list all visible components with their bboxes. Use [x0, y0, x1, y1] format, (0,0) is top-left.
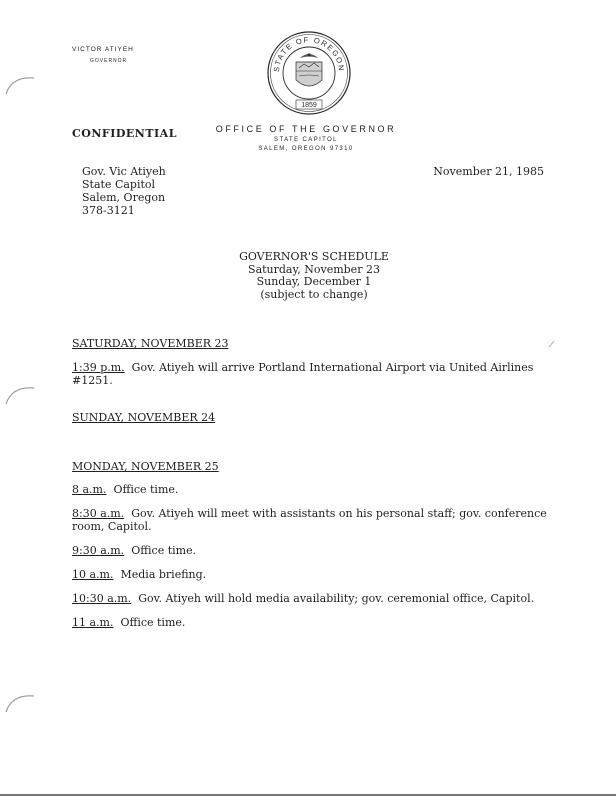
schedule-heading [224, 251, 404, 301]
schedule-entry [72, 507, 562, 533]
entry-text: Gov. Atiyeh will arrive Portland International Airport via United Airlines #1251. [72, 361, 534, 387]
entry-time: 10:30 a.m. [72, 592, 132, 605]
schedule-entry [72, 483, 562, 496]
governor-name: VICTOR ATIYEH [72, 46, 134, 53]
entry-time: 10 a.m. [72, 568, 114, 581]
entry-text: Media briefing. [120, 568, 207, 581]
entry-text: Office time. [113, 483, 179, 496]
office-header [208, 124, 404, 152]
entry-time: 11 a.m. [72, 616, 114, 629]
entry-text: Gov. Atiyeh will meet with assistants on his personal staff; gov. conference room, Capitol. [72, 507, 547, 533]
schedule-entry [72, 544, 562, 557]
stray-mark [547, 339, 557, 349]
schedule-start: Saturday, November 23 [248, 262, 380, 276]
schedule-entry [72, 568, 562, 581]
address-line: 378-3121 [82, 204, 135, 217]
document-date: November 21, 1985 [433, 165, 544, 178]
entry-text: Office time. [131, 544, 197, 557]
schedule-note: (subject to change) [260, 287, 368, 301]
address-line: Salem, Oregon [82, 191, 166, 204]
seal-year: 1859 [301, 102, 317, 109]
day-heading-saturday: SATURDAY, NOVEMBER 23 [72, 337, 229, 350]
seal-text: STATE OF OREGON [271, 35, 347, 73]
entry-text: Office time. [120, 616, 186, 629]
office-address-line2: SALEM, OREGON 97310 [258, 146, 354, 152]
entry-time: 1:39 p.m. [72, 361, 125, 374]
binder-hole-mark [4, 690, 38, 714]
governor-title: GOVERNOR [90, 58, 128, 64]
office-title: OFFICE OF THE GOVERNOR [215, 124, 397, 134]
schedule-end: Sunday, December 1 [256, 275, 372, 288]
page-bottom-edge [0, 794, 616, 796]
entry-time: 9:30 a.m. [72, 544, 125, 557]
schedule-entry [72, 592, 562, 605]
state-seal [266, 30, 352, 116]
return-address [82, 165, 166, 217]
entry-time: 8:30 a.m. [72, 507, 125, 520]
entry-time: 8 a.m. [72, 483, 107, 496]
schedule-entry [72, 616, 562, 629]
schedule-entry [72, 361, 562, 387]
schedule-title: GOVERNOR'S SCHEDULE [239, 250, 389, 263]
entry-text: Gov. Atiyeh will hold media availability; gov. ceremonial office, Capitol. [138, 592, 535, 605]
day-heading-monday: MONDAY, NOVEMBER 25 [72, 460, 219, 473]
office-address-line1: STATE CAPITOL [274, 137, 338, 143]
address-line: Gov. Vic Atiyeh [82, 165, 166, 178]
confidential-label: CONFIDENTIAL [72, 127, 177, 140]
binder-hole-mark [4, 382, 38, 406]
day-heading-sunday: SUNDAY, NOVEMBER 24 [72, 411, 216, 424]
address-line: State Capitol [82, 178, 156, 191]
binder-hole-mark [4, 72, 38, 96]
